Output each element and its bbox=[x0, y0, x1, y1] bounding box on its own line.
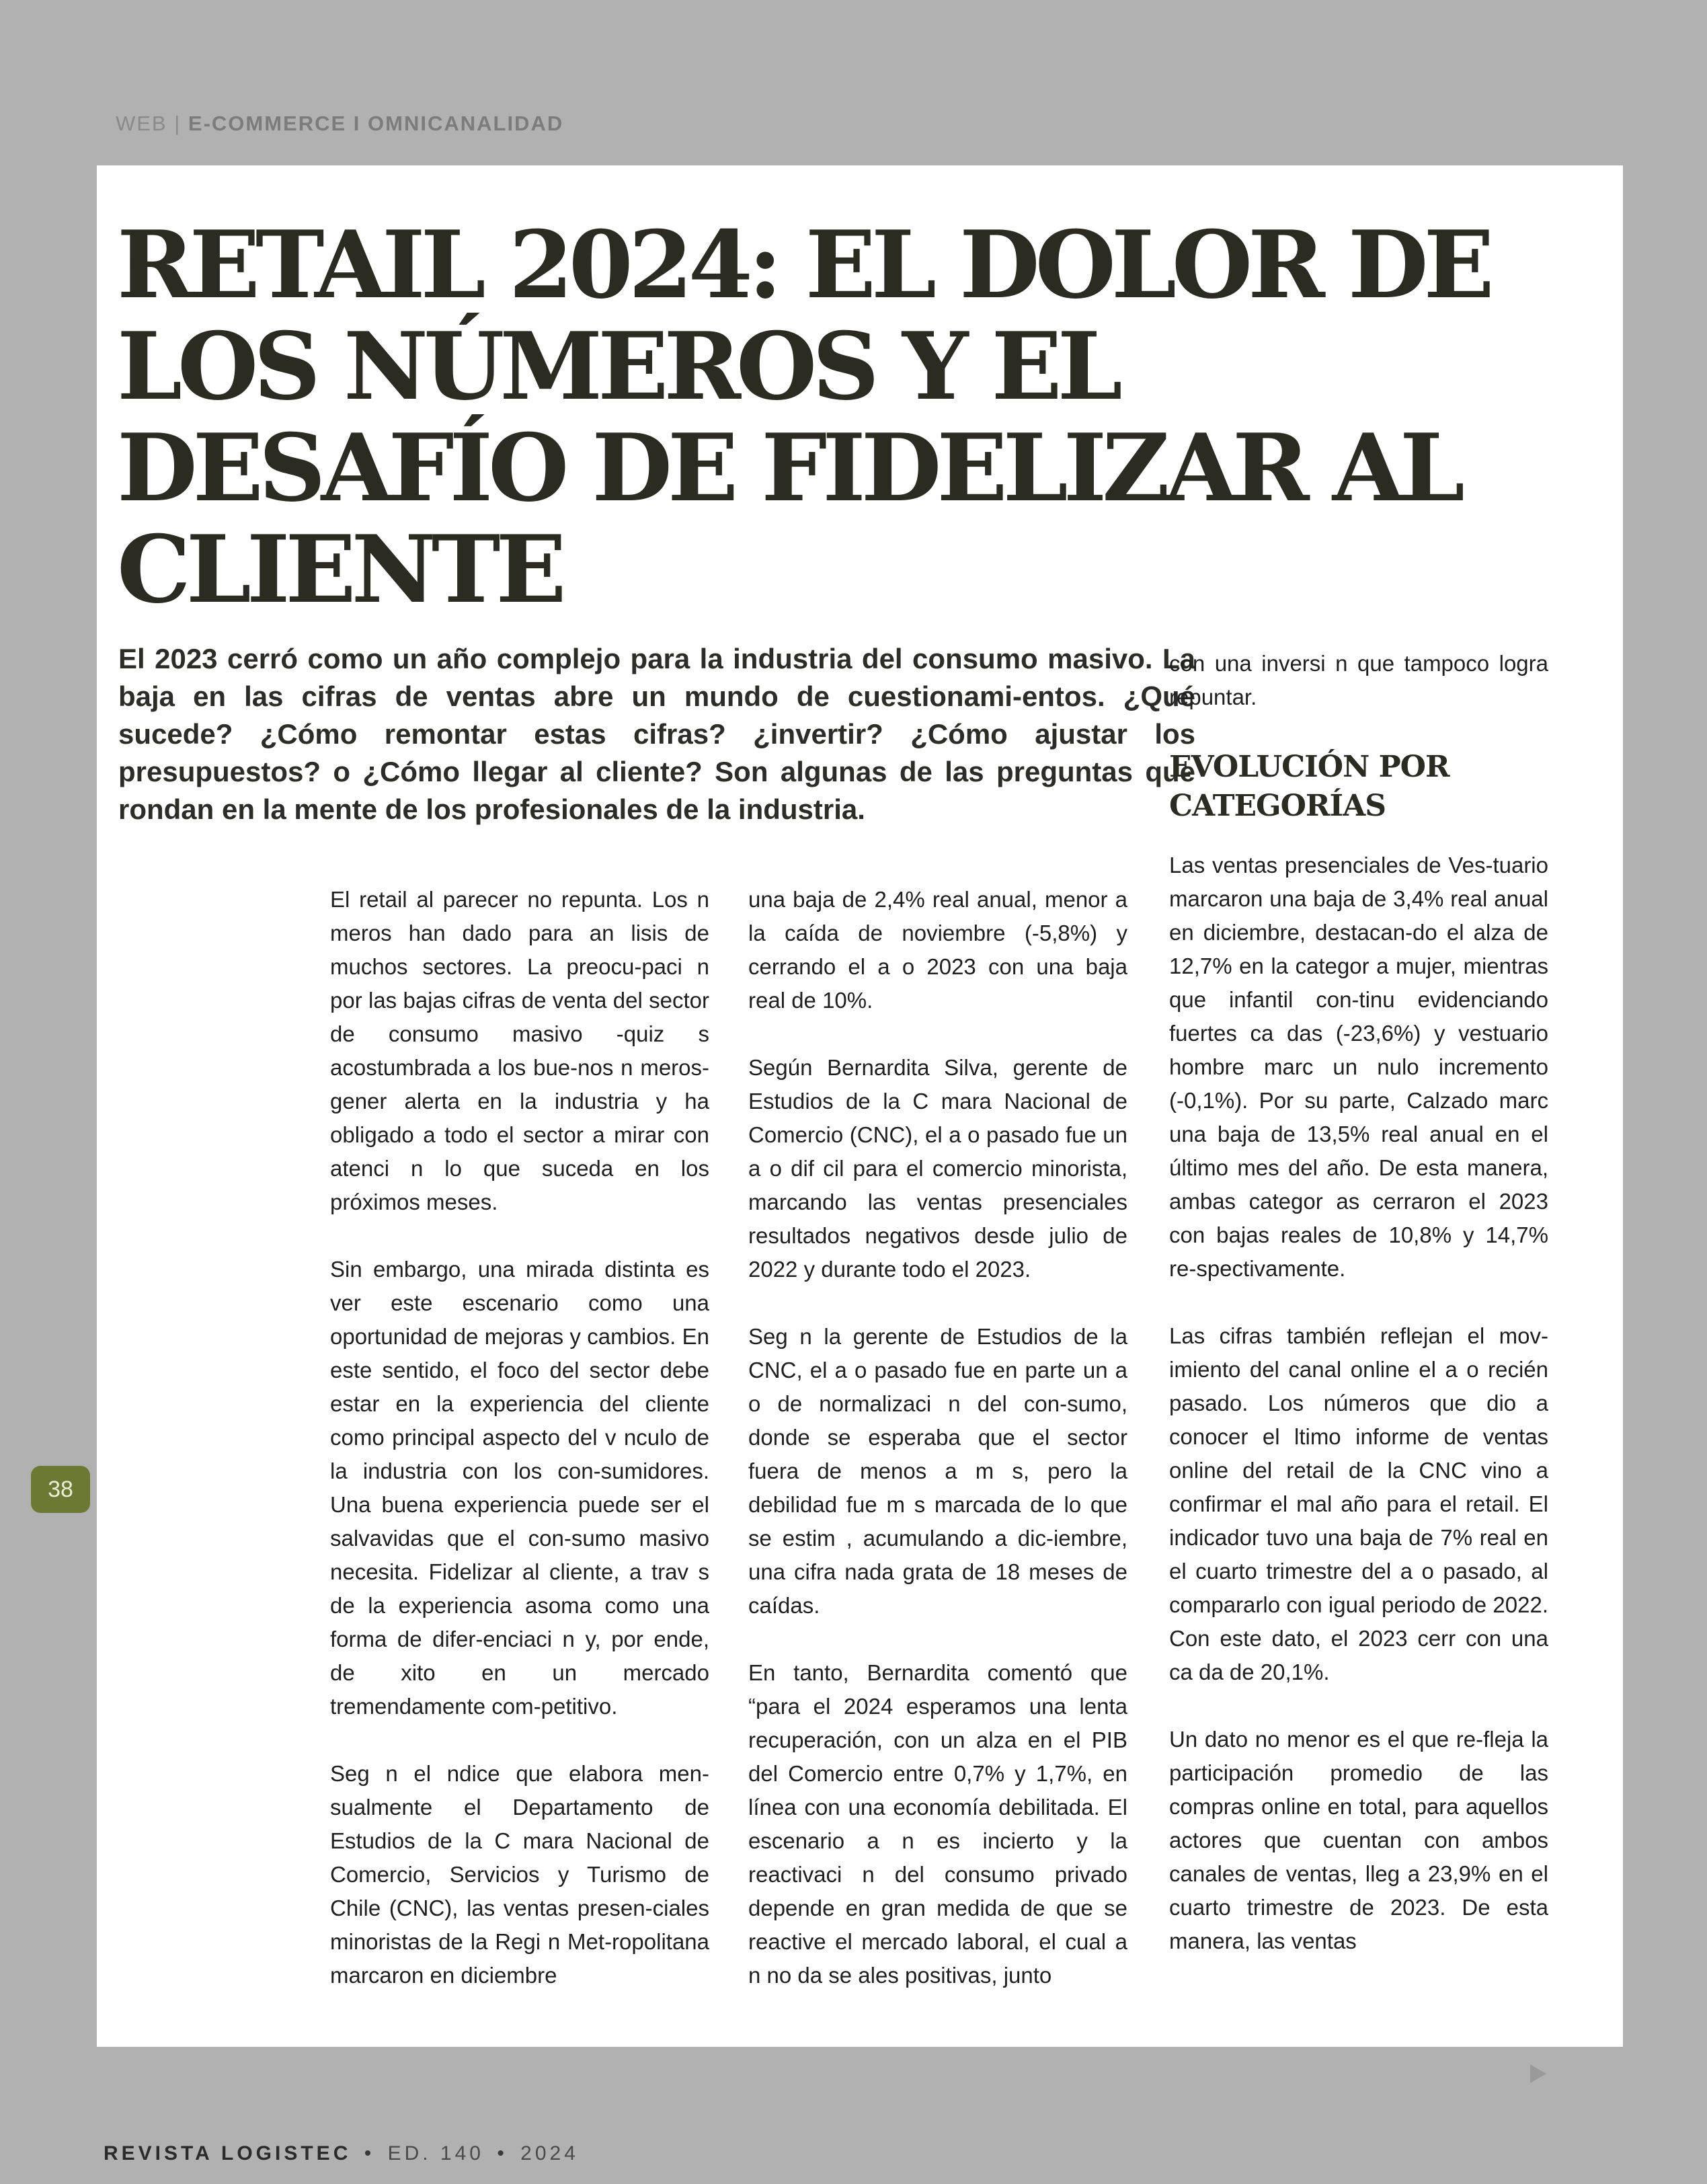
page-footer bbox=[104, 2142, 579, 2165]
section-tag bbox=[116, 112, 563, 136]
article-page bbox=[97, 165, 1623, 2047]
paragraph: Seg n el ndice que elabora men-sualmente el Departamento de Estudios de la C mara Nacional de Comercio, Servicios y Turismo de Chile (CNC), las ventas presen-ciales minoristas de la Regi n Met-ropolitana marcaron en diciembre bbox=[330, 1761, 709, 1988]
paragraph: Según Bernardita Silva, gerente de Estudios de la C mara Nacional de Comercio (CNC), el a o pasado fue un a o dif cil para el comercio minorista, marcando las ventas presenciales resultados negativos desde julio de 2022 y durante todo el 2023. bbox=[748, 1055, 1127, 1282]
article-headline: RETAIL 2024: EL DOLOR DE LOS NÚMEROS Y EL DESAFÍO DE FIDELIZAR AL CLIENTE bbox=[117, 210, 1490, 624]
paragraph: con una inversi n que tampoco logra repuntar. bbox=[1169, 651, 1548, 709]
paragraph: una baja de 2,4% real anual, menor a la caída de noviembre (-5,8%) y cerrando el a o 2023 con una baja real de 10%. bbox=[748, 887, 1127, 1013]
section-topics: E-COMMERCE I OMNICANALIDAD bbox=[188, 112, 564, 135]
article-column-1 bbox=[330, 883, 709, 1992]
bullet-separator: • bbox=[497, 2142, 508, 2164]
bullet-separator: • bbox=[364, 2142, 375, 2164]
paragraph: Sin embargo, una mirada distinta es ver este escenario como una oportunidad de mejoras y cambios. En este sentido, el foco del sector debe estar en la experiencia del cliente como principal aspecto del v nculo de la industria con los con-sumidores. Una buena experiencia puede ser el salvavidas que el con-sumo masivo necesita. Fidelizar al cliente, a trav s de la experiencia asoma como una forma de difer-enciaci n y, por ende, de xito en un mercado tremendamente com-petitivo. bbox=[330, 1257, 709, 1719]
paragraph: El retail al parecer no repunta. Los n meros han dado para an lisis de muchos sectores. La preocu-paci n por las bajas cifras de venta del sector de consumo masivo -quiz s acostumbrada a los bue-nos n meros- gener alerta en la industria y ha obligado a todo el sector a mirar con atenci n lo que suceda en los próximos meses. bbox=[330, 887, 709, 1214]
triangle-right-icon[interactable] bbox=[1530, 2064, 1546, 2083]
magazine-name: REVISTA LOGISTEC bbox=[104, 2142, 352, 2164]
section-web: WEB | bbox=[116, 112, 182, 135]
article-lead: El 2023 cerró como un año complejo para la industria del consumo masivo. La baja en las cifras de ventas abre un mundo de cuestionami-entos. ¿Qué sucede? ¿Cómo remontar estas cifras? ¿invertir? ¿Cómo ajustar los presupuestos? o ¿Cómo llegar al cliente? Son algunas de las preguntas que rondan en la mente de los profesionales de la industria. bbox=[118, 643, 1195, 825]
paragraph: Las cifras también reflejan el mov-imiento del canal online el a o recién pasado. Los números que dio a conocer el ltimo informe de ventas online del retail de la CNC vino a confirmar el mal año para el retail. El indicador tuvo una baja de 7% real en el cuarto trimestre del a o pasado, al compararlo con igual periodo de 2022. Con este dato, el 2023 cerr con una ca da de 20,1%. bbox=[1169, 1323, 1548, 1684]
edition-year: 2024 bbox=[520, 2142, 579, 2164]
paragraph: Las ventas presenciales de Ves-tuario marcaron una baja de 3,4% real anual en diciembre, destacan-do el alza de 12,7% en la categor a mujer, mientras que infantil con-tinu evidenciando fuertes ca das (-23,6%) y vestuario hombre marc un nulo incremento (-0,1%). Por su parte, Calzado marc una baja de 13,5% real anual en el último mes del año. De esta manera, ambas categor as cerraron el 2023 con bajas reales de 10,8% y 14,7% re-spectivamente. bbox=[1169, 853, 1548, 1281]
page-number-badge: 38 bbox=[31, 1466, 90, 1513]
paragraph: Un dato no menor es el que re-fleja la participación promedio de las compras online en total, para aquellos actores que cuentan con ambos canales de ventas, lleg a 23,9% en el cuarto trimestre de 2023. De esta manera, las ventas bbox=[1169, 1727, 1548, 1953]
section-subheading: EVOLUCIÓN POR CATEGORÍAS bbox=[1169, 750, 1450, 823]
article-column-2 bbox=[748, 883, 1127, 1992]
edition-number: ED. 140 bbox=[387, 2142, 484, 2164]
paragraph: Seg n la gerente de Estudios de la CNC, el a o pasado fue en parte un a o de normalizaci n del con-sumo, donde se esperaba que el sector fuera de menos a m s, pero la debilidad fue m s marcada de lo que se estim , acumulando a dic-iembre, una cifra nada grata de 18 meses de caídas. bbox=[748, 1324, 1127, 1618]
paragraph: En tanto, Bernardita comentó que “para el 2024 esperamos una lenta recuperación, con un alza en el PIB del Comercio entre 0,7% y 1,7%, en línea con una economía debilitada. El escenario a n es incierto y la reactivaci n del consumo privado depende en gran medida de que se reactive el mercado laboral, el cual a n no da se ales positivas, junto bbox=[748, 1660, 1127, 1988]
article-column-3 bbox=[1169, 647, 1548, 1958]
